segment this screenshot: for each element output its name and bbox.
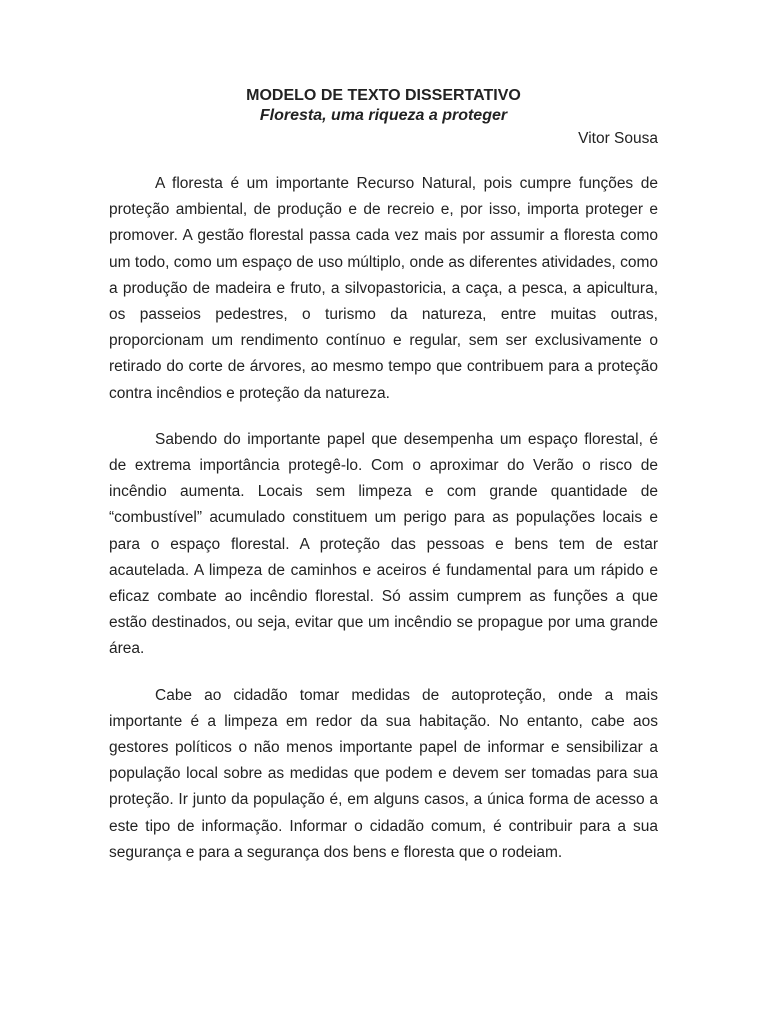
document-title: MODELO DE TEXTO DISSERTATIVO xyxy=(246,87,521,104)
paragraph-1: A floresta é um importante Recurso Natural, pois cumpre funções de proteção ambiental, de produção e de recreio e, por isso, importa proteger e promover. A gestão florestal passa cada vez mais por assumir a floresta como um todo, como um espaço de uso múltiplo, onde as diferentes atividades, como a produção de madeira e fruto, a silvopastoricia, a caça, a pesca, a apicultura, os passeios pedestres, o turismo da natureza, entre muitas outras, proporcionam um rendimento contínuo e regular, sem ser exclusivamente o retirado do corte de árvores, ao mesmo tempo que contribuem para a proteção contra incêndios e proteção da natureza. xyxy=(109,175,658,402)
paragraph-2: Sabendo do importante papel que desempenha um espaço florestal, é de extrema importância protegê-lo. Com o aproximar do Verão o risco de incêndio aumenta. Locais sem limpeza e com grande quantidade de “combustível” acumulado constituem um perigo para as populações locais e para o espaço florestal. A proteção das pessoas e bens tem de estar acautelada. A limpeza de caminhos e aceiros é fundamental para um rápido e eficaz combate ao incêndio florestal. Só assim cumprem as funções a que estão destinados, ou seja, evitar que um incêndio se propague por uma grande área. xyxy=(109,430,658,658)
document-page xyxy=(109,86,658,866)
document-author: Vitor Sousa xyxy=(578,130,658,147)
document-subtitle: Floresta, uma riqueza a proteger xyxy=(259,107,508,124)
paragraph-3: Cabe ao cidadão tomar medidas de autoproteção, onde a mais importante é a limpeza em redor da sua habitação. No entanto, cabe aos gestores políticos o não menos importante papel de informar e sensibilizar a população local sobre as medidas que podem e devem ser tomadas para sua proteção. Ir junto da população é, em alguns casos, a única forma de acesso a este tipo de informação. Informar o cidadão comum, é contribuir para a sua segurança e para a segurança dos bens e floresta que o rodeiam. xyxy=(109,686,658,861)
